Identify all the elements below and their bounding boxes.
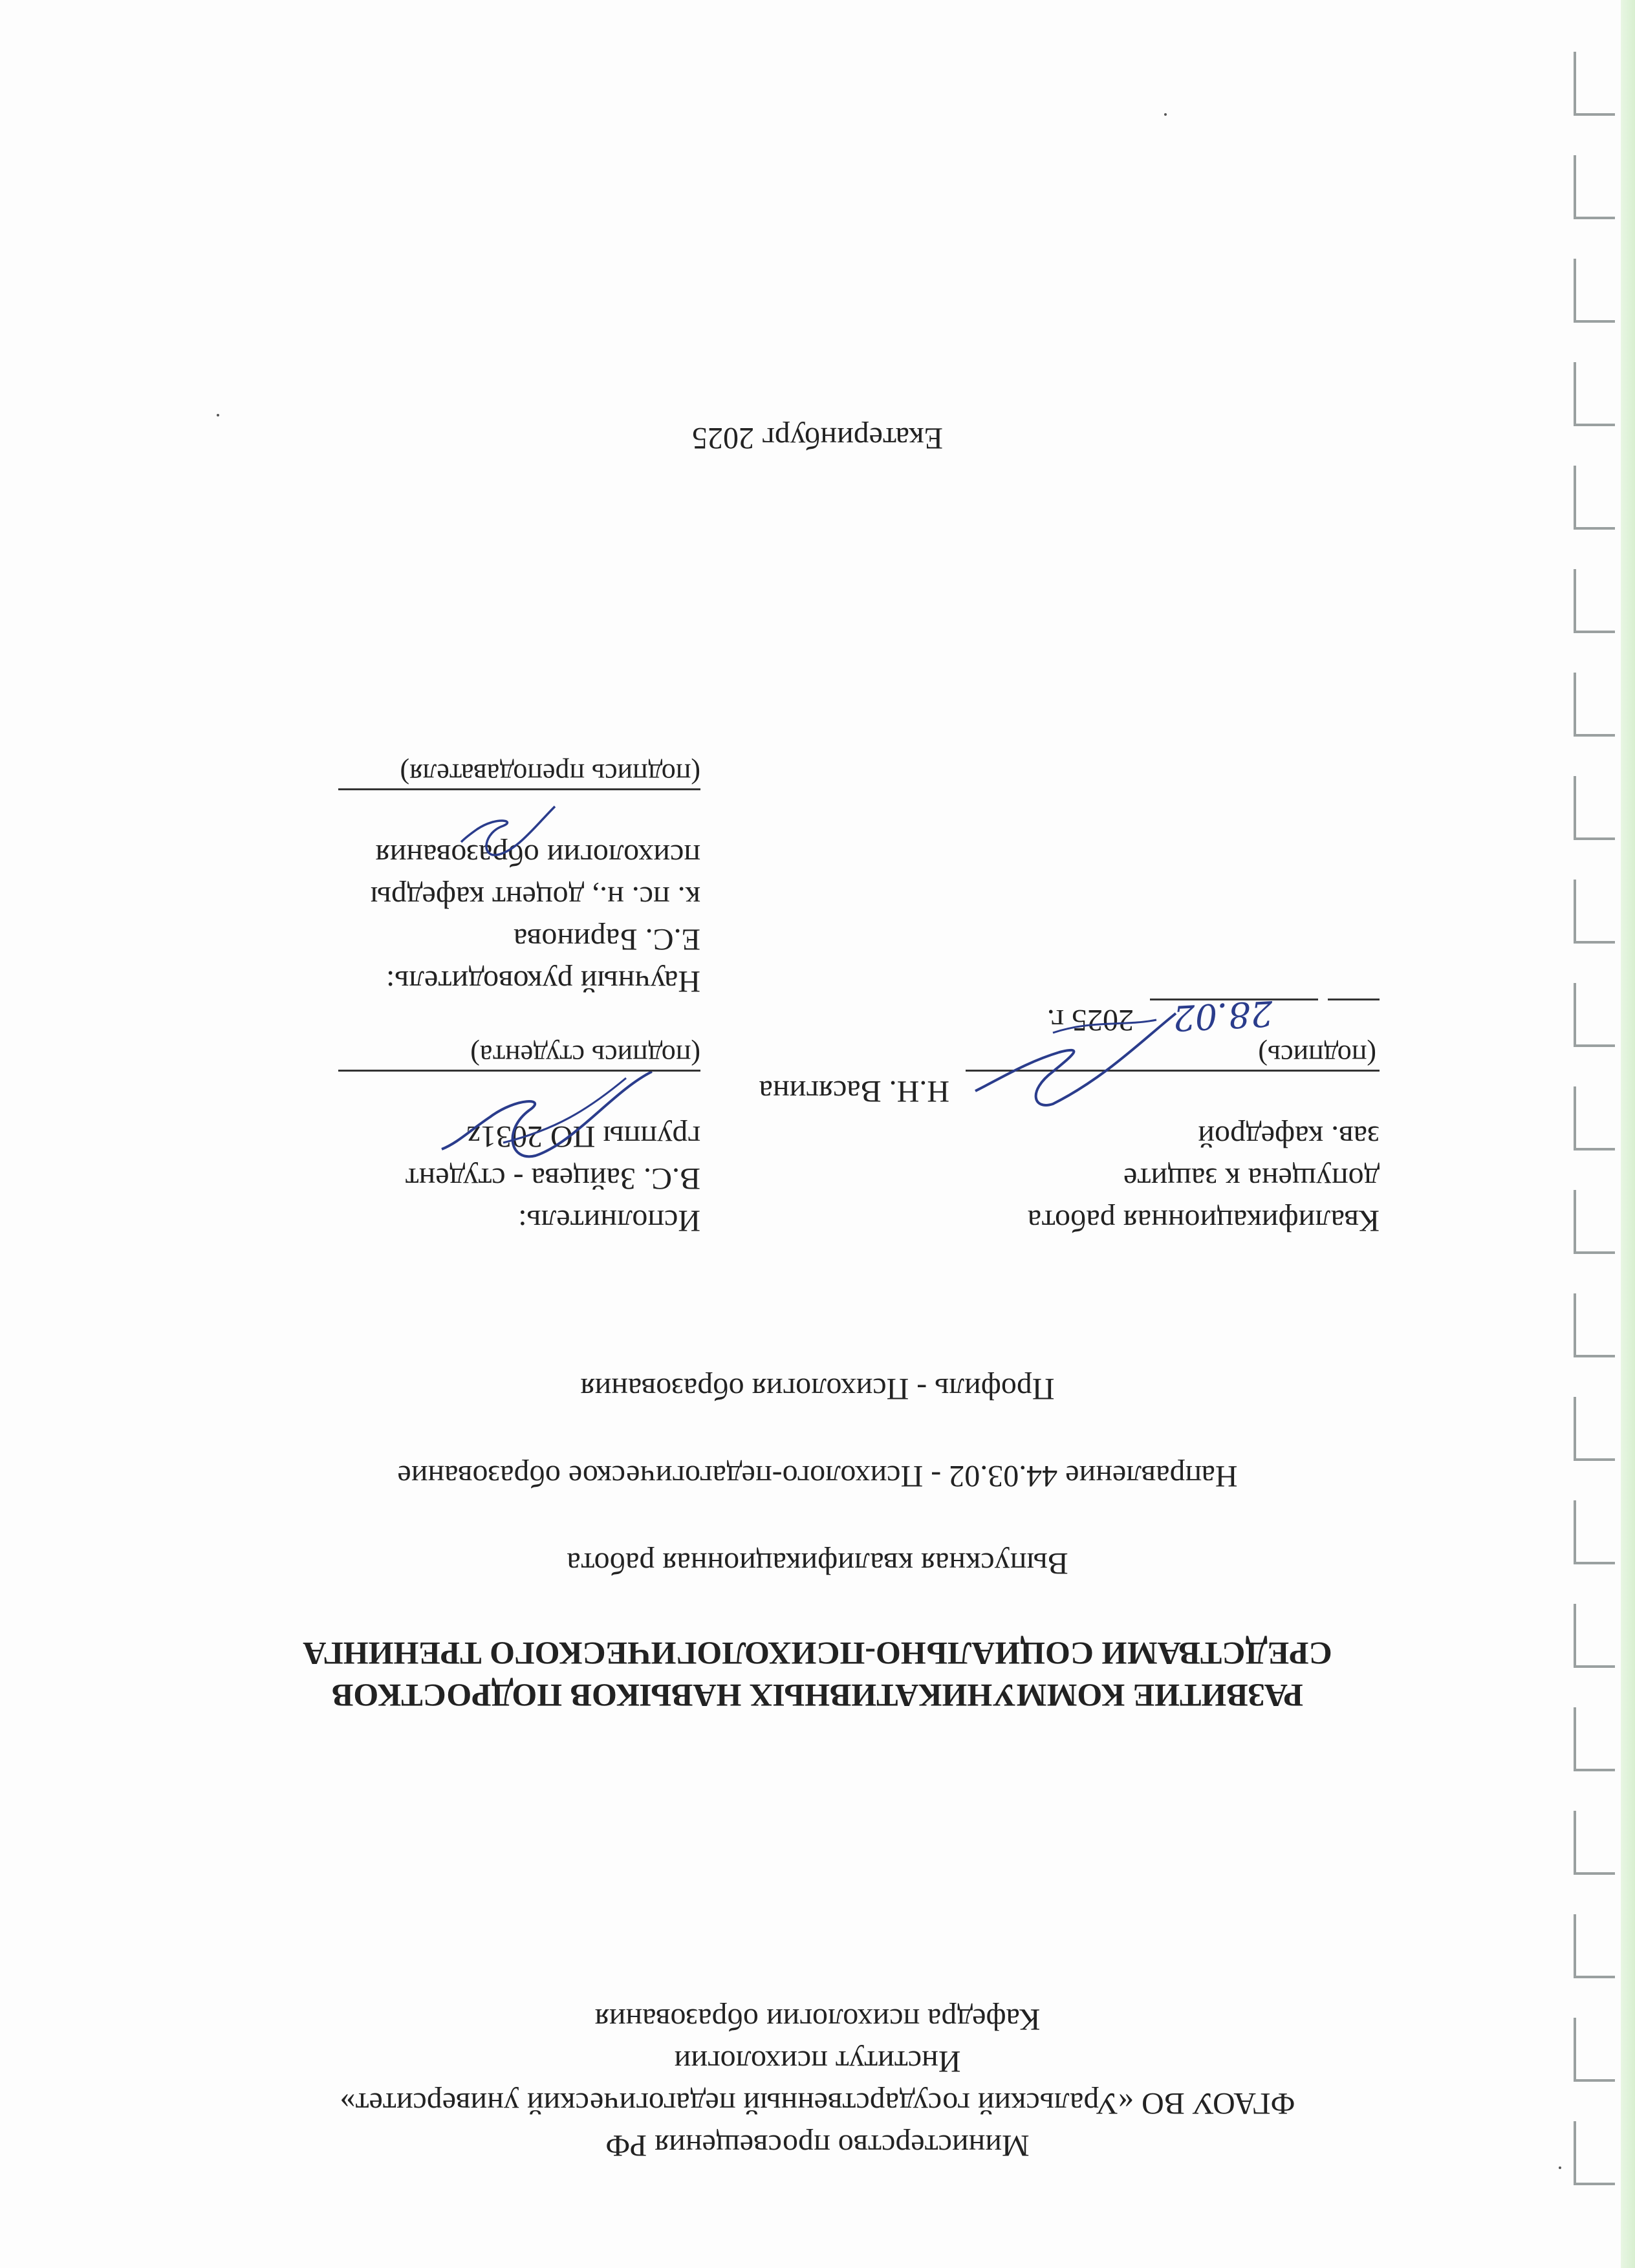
work-type: Выпускная квалификационная работа — [567, 1546, 1068, 1581]
binding-hole — [1574, 1914, 1615, 1978]
head-signature-scribble — [969, 994, 1182, 1117]
binding-hole — [1574, 155, 1615, 219]
approval-line-2: допущена к защите — [1123, 1161, 1380, 1196]
binding-hole — [1574, 1293, 1615, 1357]
student-signature-caption: (подпись студента) — [470, 1039, 700, 1071]
binding-hole — [1574, 569, 1615, 633]
date-day-line — [1328, 999, 1380, 1000]
binding-hole — [1574, 52, 1615, 116]
green-sheet-edge — [1621, 0, 1635, 2268]
binding-hole — [1574, 1604, 1615, 1668]
department-line: Кафедра психологии образования — [594, 2002, 1041, 2036]
binding-hole — [1574, 2018, 1615, 2082]
binding-hole — [1574, 776, 1615, 840]
binding-hole — [1574, 362, 1615, 426]
supervisor-signature-caption: (подпись преподавателя) — [400, 758, 700, 790]
approval-line-3: зав. кафедрой — [1198, 1119, 1380, 1154]
scan-speck — [1164, 113, 1167, 116]
profile: Профиль - Психология образования — [580, 1372, 1055, 1406]
institute-line: Институт психологии — [674, 2044, 961, 2079]
binding-hole — [1574, 1500, 1615, 1564]
city-year: Екатеринбург 2025 — [692, 421, 943, 455]
approval-year: 2025 г. — [1046, 1003, 1134, 1037]
ministry-line: Министерство просвещения РФ — [605, 2128, 1030, 2163]
binding-hole — [1574, 1707, 1615, 1771]
supervisor-degree: к. пс. н., доцент кафедры — [370, 880, 700, 914]
executor-name: В.С. Зайцева - студент — [405, 1161, 700, 1196]
approval-line-1: Квалификационная работа — [1027, 1204, 1380, 1238]
binding-hole — [1574, 1397, 1615, 1461]
spiral-binding-strip — [1538, 0, 1635, 2268]
binding-hole — [1574, 880, 1615, 944]
supervisor-signature-scribble — [458, 794, 561, 865]
thesis-title-line-2: СРЕДСТВАМИ СОЦИАЛЬНО-ПСИХОЛОГИЧЕСКОГО ТРЕНИНГА — [303, 1636, 1332, 1672]
supervisor-department: психологии образования — [375, 838, 700, 872]
binding-hole — [1574, 983, 1615, 1047]
binding-hole — [1574, 1190, 1615, 1254]
university-line: ФГАОУ ВО «Уральский государственный педагогический университет» — [340, 2086, 1295, 2121]
head-name: Н.Н. Васягина — [759, 1074, 949, 1108]
supervisor-label: Научный руководитель: — [385, 964, 700, 999]
student-signature-scribble — [432, 1059, 665, 1169]
executor-label: Исполнитель: — [518, 1204, 700, 1238]
binding-hole — [1574, 1086, 1615, 1150]
handwritten-date: 28.02 — [1171, 992, 1274, 1039]
thesis-title-line-1: РАЗВИТИЕ КОММУНИКАТИВНЫХ НАВЫКОВ ПОДРОСТКОВ — [332, 1678, 1304, 1714]
supervisor-name: Е.С. Баринова — [514, 922, 700, 956]
binding-hole — [1574, 673, 1615, 737]
direction: Направление 44.03.02 - Психолого-педагогическое образование — [397, 1459, 1238, 1493]
head-signature-caption: (подпись) — [1258, 1039, 1376, 1071]
scan-speck — [217, 414, 219, 416]
binding-hole — [1574, 1811, 1615, 1875]
executor-group: группы ПО 2031z — [466, 1119, 700, 1154]
binding-hole — [1574, 466, 1615, 530]
binding-hole — [1574, 259, 1615, 323]
binding-hole — [1574, 2121, 1615, 2185]
